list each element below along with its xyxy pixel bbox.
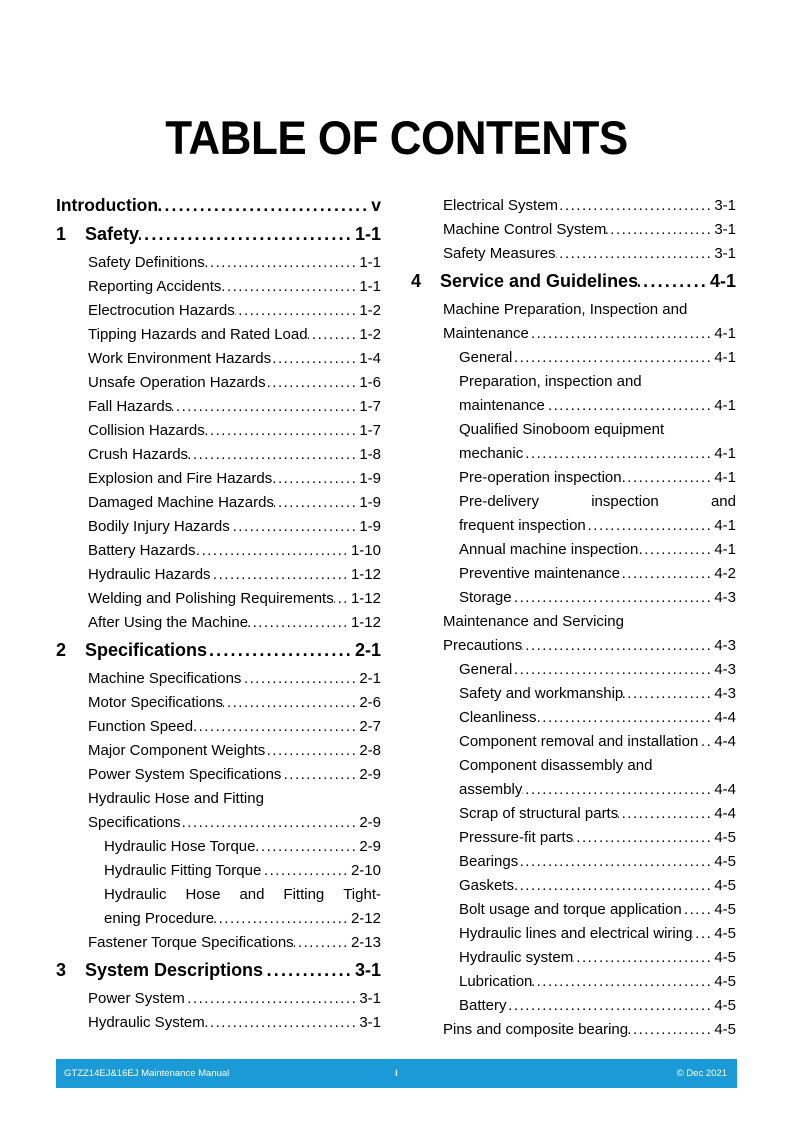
heading-word: and [239, 886, 265, 903]
dot-leader [512, 346, 714, 370]
toc-chapter-4[interactable] [411, 271, 736, 295]
toc-entry-label: After Using the Machine [88, 614, 249, 631]
toc-entry-label: Safety Measures [443, 245, 556, 262]
toc-entry-page: 4-3 [714, 685, 736, 702]
dot-leader [606, 218, 714, 242]
toc-entry-prep-heading[interactable]: Machine Preparation, Inspection and [443, 301, 688, 318]
toc-entry[interactable] [56, 443, 381, 467]
toc-entry[interactable] [56, 987, 381, 1011]
toc-entry-qual-heading[interactable]: Qualified Sinoboom equipment [459, 421, 665, 438]
toc-entry-page: 1-12 [350, 590, 381, 607]
toc-entry-pim[interactable] [411, 394, 736, 418]
toc-entry-label: Pre-operation inspection [459, 469, 622, 486]
maintenance-entries [411, 658, 736, 754]
toc-chapter-1[interactable] [56, 224, 381, 248]
toc-entry-tightening[interactable] [56, 907, 381, 931]
toc-entry-page: 4-1 [714, 469, 736, 486]
toc-entry-page: 1-7 [359, 398, 381, 415]
toc-entry-label: Power System [88, 990, 185, 1007]
toc-entry-general[interactable] [411, 346, 736, 370]
toc-entry-page: 2-1 [359, 670, 381, 687]
dot-leader [623, 682, 714, 706]
toc-entry-page: 1-9 [359, 518, 381, 535]
chapter-number: 2 [56, 640, 67, 660]
dot-leader [512, 586, 715, 610]
dot-leader [586, 514, 715, 538]
chapter-page: 1-1 [354, 224, 381, 244]
toc-entry-label: Crush Hazards [88, 446, 189, 463]
toc-entry[interactable] [411, 826, 736, 850]
toc-entry[interactable] [56, 515, 381, 539]
toc-entry-page: 4-3 [714, 661, 736, 678]
toc-entry-page: 1-12 [350, 566, 381, 583]
dot-leader [618, 802, 714, 826]
toc-entry[interactable] [56, 859, 381, 883]
heading-word: inspection [591, 493, 659, 510]
toc-entry-page: 2-9 [359, 814, 381, 831]
dot-leader [214, 907, 351, 931]
dot-leader [241, 667, 359, 691]
toc-entry-page: 4-4 [714, 733, 736, 750]
toc-entry-label: Gaskets [459, 877, 515, 894]
heading-word: Hydraulic [104, 886, 167, 903]
dot-leader [556, 242, 715, 266]
toc-entry-label: Hydraulic Hazards [88, 566, 211, 583]
toc-entry-page: 3-1 [714, 245, 736, 262]
toc-entry-label: Storage [459, 589, 512, 606]
toc-entry[interactable] [56, 587, 381, 611]
chapter-page: 3-1 [354, 960, 381, 980]
dot-leader [271, 347, 359, 371]
toc-entry[interactable] [56, 491, 381, 515]
toc-entry-page: 4-5 [714, 1021, 736, 1038]
dot-leader [620, 562, 714, 586]
dot-leader [682, 898, 715, 922]
toc-entry-page: 1-2 [359, 326, 381, 343]
toc-entry[interactable] [411, 802, 736, 826]
toc-entry-label: Introduction [56, 195, 159, 215]
dot-leader [235, 299, 360, 323]
toc-entry-page: 4-1 [714, 445, 736, 462]
dot-leader [193, 715, 359, 739]
dot-leader [221, 275, 359, 299]
toc-entry-page: 1-2 [359, 302, 381, 319]
toc-entry-page: 4-4 [714, 805, 736, 822]
toc-entry-pins[interactable] [411, 1018, 736, 1042]
toc-entry-page: 4-5 [714, 829, 736, 846]
dot-leader [205, 419, 360, 443]
toc-entry-label: Bolt usage and torque application [459, 901, 682, 918]
toc-entry-page: 4-1 [714, 349, 736, 366]
toc-entry-label: Fall Hazards [88, 398, 173, 415]
toc-entry[interactable] [56, 691, 381, 715]
toc-entry[interactable] [56, 419, 381, 443]
chapter-title: System Descriptions [85, 960, 264, 980]
dot-leader [518, 850, 714, 874]
toc-entry-page: 2-10 [350, 862, 381, 879]
toc-entry-page: 4-5 [714, 997, 736, 1014]
dot-leader [523, 442, 714, 466]
toc-entry-page: 1-7 [359, 422, 381, 439]
toc-entry[interactable] [56, 323, 381, 347]
toc-entry-page: 3-1 [359, 1014, 381, 1031]
toc-entry-label: Hydraulic Fitting Torque [104, 862, 262, 879]
maintenance-entries-2 [411, 802, 736, 1018]
toc-entry-annual[interactable] [411, 538, 736, 562]
toc-entry[interactable] [56, 739, 381, 763]
toc-entry-page: 4-4 [714, 709, 736, 726]
chapter-3-entries-cont [411, 194, 736, 266]
toc-entry-label: Battery Hazards [88, 542, 196, 559]
toc-entry-page: v [371, 195, 381, 215]
toc-entry-label: Tipping Hazards and Rated Load [88, 326, 308, 343]
toc-entry[interactable] [56, 539, 381, 563]
footer-manual-title: GTZZ14EJ&16EJ Maintenance Manual [64, 1068, 230, 1079]
toc-entry-label: Annual machine inspection [459, 541, 639, 558]
toc-entry-page: 2-9 [359, 838, 381, 855]
dot-leader [181, 811, 360, 835]
toc-entry-page: 4-5 [714, 925, 736, 942]
toc-entry-page: 1-12 [350, 614, 381, 631]
toc-entry[interactable] [56, 835, 381, 859]
dot-leader [172, 395, 359, 419]
dot-leader [255, 835, 359, 859]
toc-entry-label: Damaged Machine Hazards [88, 494, 274, 511]
toc-entry-qual[interactable] [411, 442, 736, 466]
toc-entry-page: 2-12 [350, 910, 381, 927]
dot-leader [139, 224, 355, 245]
toc-entry-label: Fastener Torque Specifications [88, 934, 294, 951]
toc-entry-page: 2-8 [359, 742, 381, 759]
chapter-3-entries [56, 987, 381, 1035]
toc-entry-label: Battery [459, 997, 507, 1014]
toc-entry[interactable] [56, 715, 381, 739]
toc-entry-page: 4-4 [714, 781, 736, 798]
toc-entry-fastener[interactable] [56, 931, 381, 955]
page-title: TABLE OF CONTENTS [165, 112, 628, 165]
toc-entry-cda-heading[interactable]: Component disassembly and [459, 757, 653, 774]
dot-leader [230, 515, 360, 539]
toc-entry[interactable] [56, 1011, 381, 1035]
toc-entry-page: 2-13 [350, 934, 381, 951]
toc-entry-label: Function Speed [88, 718, 194, 735]
toc-entry-label: Collision Hazards [88, 422, 205, 439]
toc-entry[interactable] [56, 611, 381, 635]
toc-entry[interactable] [411, 658, 736, 682]
toc-entry[interactable] [56, 371, 381, 395]
dot-leader [638, 538, 714, 562]
footer-page-number: i [395, 1068, 398, 1079]
chapter-2-entries [56, 667, 381, 787]
toc-entry[interactable] [411, 874, 736, 898]
toc-entry[interactable] [411, 194, 736, 218]
dot-leader [334, 587, 351, 611]
dot-leader [294, 931, 351, 955]
toc-entry[interactable] [411, 922, 736, 946]
chapter-1-entries [56, 251, 381, 635]
toc-entry-label: Preventive maintenance [459, 565, 620, 582]
toc-chapter-2[interactable] [56, 640, 381, 664]
toc-entry-preventive[interactable] [411, 562, 736, 586]
toc-entry[interactable] [411, 970, 736, 994]
dot-leader [158, 195, 371, 216]
toc-entry-page: 1-9 [359, 470, 381, 487]
toc-entry-predelivery[interactable] [411, 514, 736, 538]
heading-word: Tight- [343, 886, 381, 903]
toc-entry-label: Component removal and installation [459, 733, 699, 750]
toc-entry-page: 4-2 [714, 565, 736, 582]
chapter-number: 1 [56, 224, 67, 244]
toc-entry-label: Welding and Polishing Requirements [88, 590, 334, 607]
toc-entry[interactable] [56, 667, 381, 691]
toc-entry-label: Electrocution Hazards [88, 302, 235, 319]
dot-leader [263, 960, 355, 981]
toc-entry-label: Scrap of structural parts [459, 805, 619, 822]
dot-leader [205, 1011, 360, 1035]
toc-entry-page: 4-5 [714, 949, 736, 966]
toc-entry-label: Major Component Weights [88, 742, 266, 759]
chapter-title: Safety [85, 224, 140, 244]
dot-leader [537, 706, 715, 730]
toc-entry[interactable] [411, 242, 736, 266]
dot-leader [522, 778, 714, 802]
toc-entry-label: assembly [459, 781, 523, 798]
toc-entry-page: 1-8 [359, 446, 381, 463]
toc-entry[interactable] [411, 730, 736, 754]
dot-leader [698, 730, 714, 754]
toc-entry-label: mechanic [459, 445, 524, 462]
toc-entry-label: Motor Specifications [88, 694, 224, 711]
toc-entry-page: 2-9 [359, 766, 381, 783]
toc-entry[interactable] [56, 763, 381, 787]
toc-entry-preop[interactable] [411, 466, 736, 490]
dot-leader [211, 563, 351, 587]
toc-entry[interactable] [56, 299, 381, 323]
dot-leader [545, 394, 714, 418]
dot-leader [628, 1018, 714, 1042]
dot-leader [558, 194, 714, 218]
heading-word: Fitting [283, 886, 325, 903]
dot-leader [512, 658, 714, 682]
toc-entry-label: frequent inspection [459, 517, 586, 534]
toc-right-column [411, 194, 736, 1042]
toc-entry-label: Reporting Accidents [88, 278, 222, 295]
toc-entry[interactable] [56, 251, 381, 275]
toc-entry-introduction[interactable] [56, 195, 381, 219]
dot-leader [223, 691, 359, 715]
dot-leader [638, 271, 710, 292]
dot-leader [266, 371, 360, 395]
toc-entry-page: 4-5 [714, 853, 736, 870]
dot-leader [573, 826, 714, 850]
toc-entry-msp-heading[interactable]: Maintenance and Servicing [443, 613, 624, 630]
toc-entry-label: Lubrication [459, 973, 533, 990]
toc-entry-label: Hydraulic System [88, 1014, 205, 1031]
toc-entry-page: 4-1 [714, 397, 736, 414]
footer-copyright: © Dec 2021 [676, 1068, 727, 1079]
dot-leader [185, 987, 360, 1011]
toc-entry-page: 4-1 [714, 517, 736, 534]
chapter-page: 2-1 [354, 640, 381, 660]
toc-entry-predelivery-heading[interactable] [411, 490, 736, 514]
toc-entry[interactable] [56, 395, 381, 419]
toc-entry-label: ening Procedure [104, 910, 215, 927]
toc-entry-page: 4-5 [714, 973, 736, 990]
toc-entry-cda[interactable] [411, 778, 736, 802]
toc-entry-label: Hydraulic lines and electrical wiring [459, 925, 693, 942]
dot-leader [529, 322, 714, 346]
toc-entry-label: Electrical System [443, 197, 559, 214]
toc-entry-label: Safety and workmanship [459, 685, 624, 702]
toc-entry-label: Cleanliness [459, 709, 537, 726]
toc-entry-label: Power System Specifications [88, 766, 282, 783]
toc-entry-page: 4-1 [714, 541, 736, 558]
toc-entry-page: 2-7 [359, 718, 381, 735]
dot-leader [532, 970, 714, 994]
chapter-page: 4-1 [709, 271, 736, 291]
toc-entry[interactable] [411, 994, 736, 1018]
toc-entry-label: Pins and composite bearing [443, 1021, 629, 1038]
toc-entry-storage[interactable] [411, 586, 736, 610]
toc-entry-label: Work Environment Hazards [88, 350, 272, 367]
toc-entry-label: Pressure-fit parts [459, 829, 574, 846]
dot-leader [692, 922, 714, 946]
toc-entry-prep[interactable] [411, 322, 736, 346]
toc-entry-label: Hydraulic Hose Torque [104, 838, 256, 855]
chapter-title: Specifications [85, 640, 208, 660]
dot-leader [261, 859, 351, 883]
toc-entry[interactable] [411, 850, 736, 874]
heading-word: Hose [185, 886, 221, 903]
toc-entry-label: Bearings [459, 853, 519, 870]
chapter-number: 4 [411, 271, 422, 291]
toc-entry-page: 1-1 [359, 278, 381, 295]
dot-leader [522, 634, 714, 658]
heading-word: and [710, 493, 736, 510]
dot-leader [196, 539, 351, 563]
chapter-number: 3 [56, 960, 67, 980]
toc-entry-label: Machine Specifications [88, 670, 242, 687]
toc-entry-msp[interactable] [411, 634, 736, 658]
toc-entry[interactable] [411, 682, 736, 706]
toc-entry[interactable] [56, 347, 381, 371]
toc-entry[interactable] [56, 467, 381, 491]
toc-entry-label: Hydraulic system [459, 949, 574, 966]
toc-entry-page: 3-1 [714, 221, 736, 238]
toc-entry-page: 1-1 [359, 254, 381, 271]
dot-leader [308, 323, 360, 347]
toc-entry-hose-heading[interactable]: Hydraulic Hose and Fitting [88, 790, 264, 807]
page-footer [56, 1059, 737, 1088]
toc-entry[interactable] [56, 563, 381, 587]
dot-leader [265, 739, 359, 763]
toc-entry-page: 4-5 [714, 901, 736, 918]
dot-leader [514, 874, 714, 898]
toc-entry-page: 1-10 [350, 542, 381, 559]
toc-entry-tightening-heading[interactable] [56, 883, 381, 907]
toc-entry-label: Precautions [443, 637, 523, 654]
dot-leader [205, 251, 360, 275]
toc-entry-hose-specs[interactable] [56, 811, 381, 835]
toc-entry-label: Safety Definitions [88, 254, 205, 271]
toc-entry-label: maintenance [459, 397, 545, 414]
toc-entry-page: 4-5 [714, 877, 736, 894]
toc-entry-label: Specifications [88, 814, 181, 831]
dot-leader [188, 443, 359, 467]
toc-entry-label: Explosion and Fire Hazards [88, 470, 273, 487]
toc-entry[interactable] [411, 946, 736, 970]
toc-entry-page: 4-3 [714, 637, 736, 654]
hose-sub-entries [56, 835, 381, 883]
dot-leader [281, 763, 359, 787]
toc-entry-page: 3-1 [359, 990, 381, 1007]
dot-leader [622, 466, 715, 490]
dot-leader [573, 946, 714, 970]
dot-leader [248, 611, 351, 635]
toc-entry-label: Unsafe Operation Hazards [88, 374, 266, 391]
toc-entry-page: 1-6 [359, 374, 381, 391]
toc-entry[interactable] [56, 275, 381, 299]
toc-entry-pim-heading[interactable]: Preparation, inspection and [459, 373, 642, 390]
toc-entry[interactable] [411, 706, 736, 730]
dot-leader [507, 994, 715, 1018]
dot-leader [272, 467, 359, 491]
toc-left-column [56, 194, 381, 1035]
toc-entry-label: Machine Control System [443, 221, 607, 238]
dot-leader [274, 491, 359, 515]
toc-entry-page: 4-3 [714, 589, 736, 606]
toc-entry-page: 2-6 [359, 694, 381, 711]
dot-leader [207, 640, 355, 661]
toc-entry-label: Maintenance [443, 325, 529, 342]
toc-chapter-3[interactable] [56, 960, 381, 984]
toc-entry-page: 1-4 [359, 350, 381, 367]
toc-entry-page: 1-9 [359, 494, 381, 511]
heading-word: Pre-delivery [459, 493, 540, 510]
toc-entry-label: General [459, 349, 513, 366]
toc-entry-label: Bodily Injury Hazards [88, 518, 230, 535]
toc-entry-label: General [459, 661, 513, 678]
toc-entry[interactable] [411, 898, 736, 922]
chapter-title: Service and Guidelines [440, 271, 639, 291]
toc-entry-page: 3-1 [714, 197, 736, 214]
toc-entry[interactable] [411, 218, 736, 242]
toc-entry-page: 4-1 [714, 325, 736, 342]
